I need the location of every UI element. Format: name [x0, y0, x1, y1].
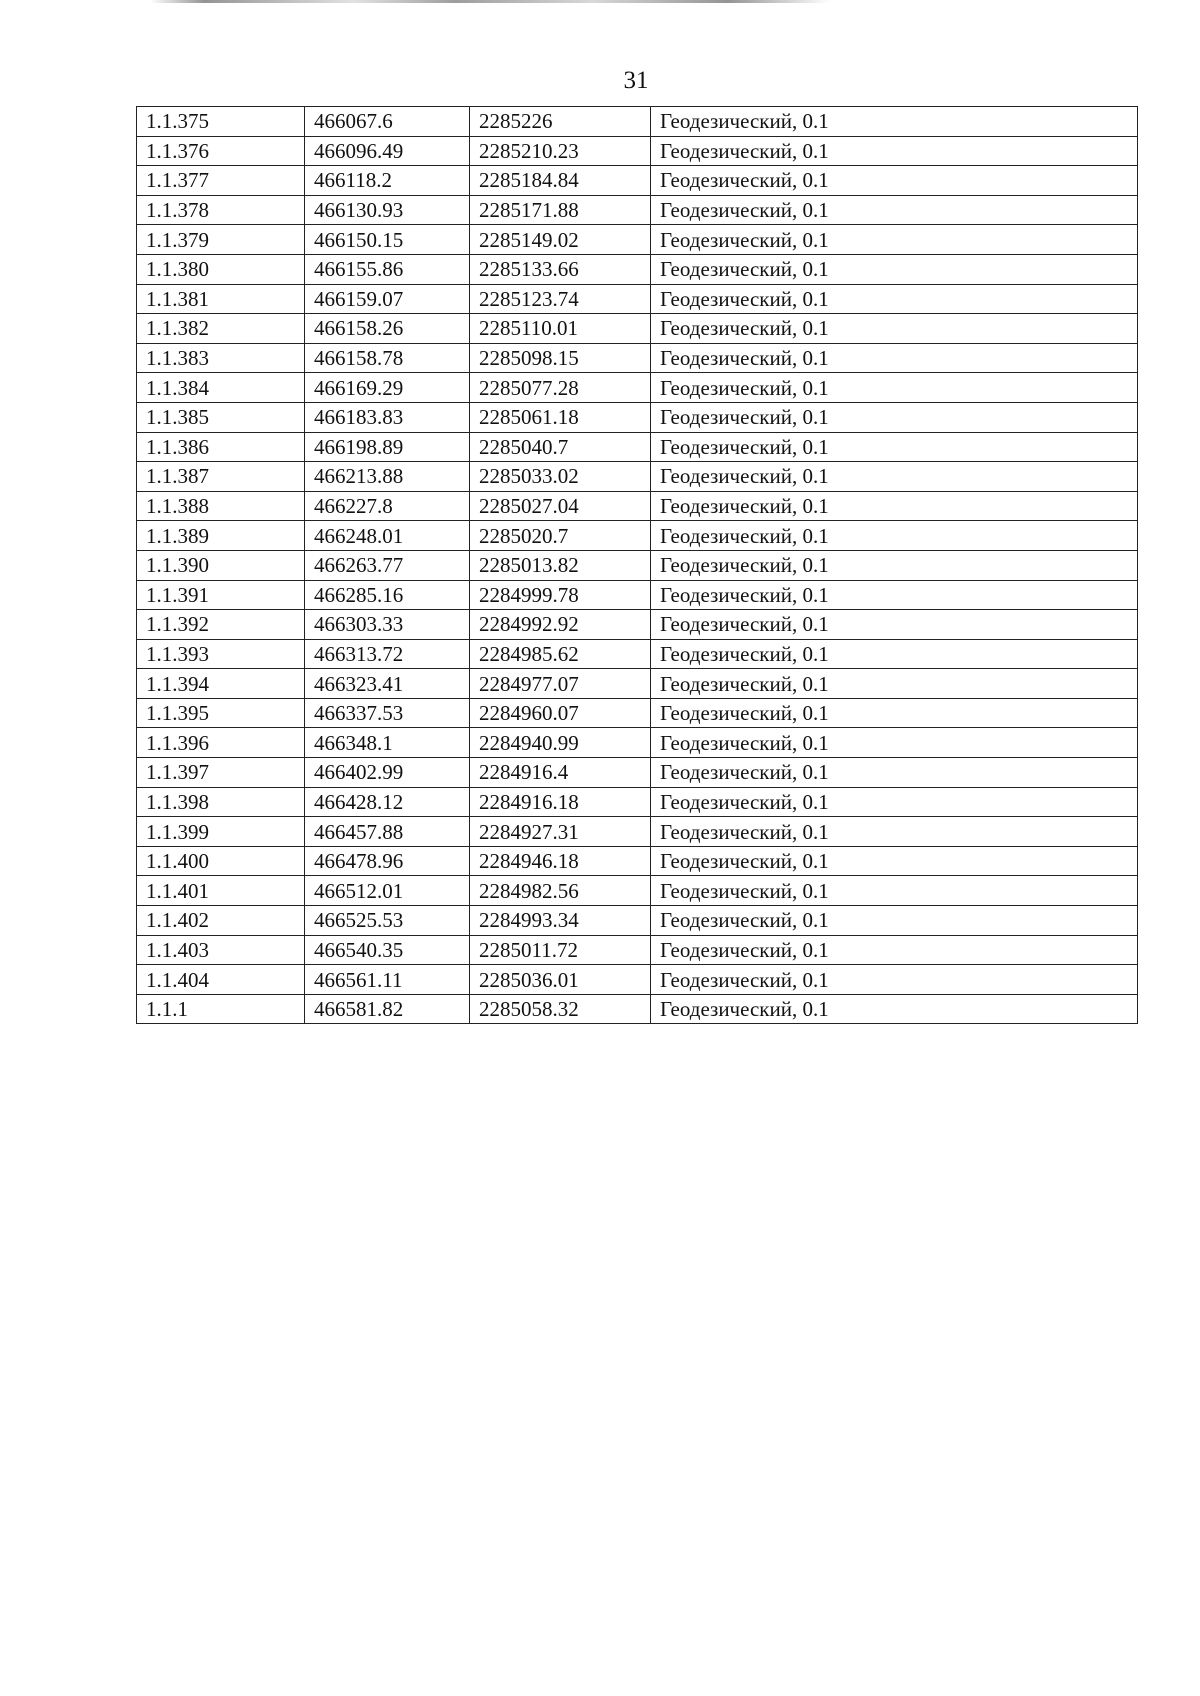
point-number-cell: 1.1.387 — [137, 462, 305, 492]
point-number-cell: 1.1.398 — [137, 787, 305, 817]
y-coordinate-cell: 2285077.28 — [470, 373, 651, 403]
point-number-cell: 1.1.391 — [137, 580, 305, 610]
point-number-cell: 1.1.388 — [137, 491, 305, 521]
point-number-cell: 1.1.379 — [137, 225, 305, 255]
coordinates-table-body — [137, 107, 1138, 1024]
x-coordinate-cell: 466158.26 — [305, 314, 470, 344]
method-accuracy-cell: Геодезический, 0.1 — [651, 136, 1138, 166]
method-accuracy-cell: Геодезический, 0.1 — [651, 906, 1138, 936]
method-accuracy-cell: Геодезический, 0.1 — [651, 550, 1138, 580]
page-number: 31 — [623, 67, 649, 94]
point-number-cell: 1.1.392 — [137, 610, 305, 640]
table-row — [137, 462, 1138, 492]
x-coordinate-cell: 466263.77 — [305, 550, 470, 580]
x-coordinate-cell: 466130.93 — [305, 195, 470, 225]
y-coordinate-cell: 2285184.84 — [470, 166, 651, 196]
x-coordinate-cell: 466213.88 — [305, 462, 470, 492]
point-number-cell: 1.1.376 — [137, 136, 305, 166]
x-coordinate-cell: 466402.99 — [305, 758, 470, 788]
method-accuracy-cell: Геодезический, 0.1 — [651, 846, 1138, 876]
table-row — [137, 343, 1138, 373]
y-coordinate-cell: 2284999.78 — [470, 580, 651, 610]
point-number-cell: 1.1.375 — [137, 107, 305, 137]
y-coordinate-cell: 2285013.82 — [470, 550, 651, 580]
table-row — [137, 491, 1138, 521]
method-accuracy-cell: Геодезический, 0.1 — [651, 373, 1138, 403]
point-number-cell: 1.1.400 — [137, 846, 305, 876]
table-row — [137, 225, 1138, 255]
table-row — [137, 284, 1138, 314]
x-coordinate-cell: 466067.6 — [305, 107, 470, 137]
table-row — [137, 639, 1138, 669]
x-coordinate-cell: 466118.2 — [305, 166, 470, 196]
y-coordinate-cell: 2284940.99 — [470, 728, 651, 758]
method-accuracy-cell: Геодезический, 0.1 — [651, 462, 1138, 492]
table-row — [137, 610, 1138, 640]
point-number-cell: 1.1.393 — [137, 639, 305, 669]
method-accuracy-cell: Геодезический, 0.1 — [651, 491, 1138, 521]
x-coordinate-cell: 466313.72 — [305, 639, 470, 669]
point-number-cell: 1.1.395 — [137, 698, 305, 728]
y-coordinate-cell: 2285226 — [470, 107, 651, 137]
point-number-cell: 1.1.383 — [137, 343, 305, 373]
table-row — [137, 906, 1138, 936]
point-number-cell: 1.1.397 — [137, 758, 305, 788]
x-coordinate-cell: 466285.16 — [305, 580, 470, 610]
y-coordinate-cell: 2284916.4 — [470, 758, 651, 788]
method-accuracy-cell: Геодезический, 0.1 — [651, 817, 1138, 847]
method-accuracy-cell: Геодезический, 0.1 — [651, 107, 1138, 137]
method-accuracy-cell: Геодезический, 0.1 — [651, 432, 1138, 462]
method-accuracy-cell: Геодезический, 0.1 — [651, 728, 1138, 758]
x-coordinate-cell: 466561.11 — [305, 965, 470, 995]
point-number-cell: 1.1.384 — [137, 373, 305, 403]
x-coordinate-cell: 466525.53 — [305, 906, 470, 936]
point-number-cell: 1.1.401 — [137, 876, 305, 906]
point-number-cell: 1.1.380 — [137, 254, 305, 284]
y-coordinate-cell: 2285098.15 — [470, 343, 651, 373]
point-number-cell: 1.1.385 — [137, 402, 305, 432]
table-row — [137, 994, 1138, 1024]
y-coordinate-cell: 2284982.56 — [470, 876, 651, 906]
x-coordinate-cell: 466169.29 — [305, 373, 470, 403]
x-coordinate-cell: 466096.49 — [305, 136, 470, 166]
point-number-cell: 1.1.394 — [137, 669, 305, 699]
table-row — [137, 521, 1138, 551]
y-coordinate-cell: 2285040.7 — [470, 432, 651, 462]
table-row — [137, 787, 1138, 817]
method-accuracy-cell: Геодезический, 0.1 — [651, 166, 1138, 196]
point-number-cell: 1.1.404 — [137, 965, 305, 995]
y-coordinate-cell: 2285020.7 — [470, 521, 651, 551]
y-coordinate-cell: 2284993.34 — [470, 906, 651, 936]
method-accuracy-cell: Геодезический, 0.1 — [651, 787, 1138, 817]
method-accuracy-cell: Геодезический, 0.1 — [651, 758, 1138, 788]
y-coordinate-cell: 2285027.04 — [470, 491, 651, 521]
x-coordinate-cell: 466158.78 — [305, 343, 470, 373]
point-number-cell: 1.1.381 — [137, 284, 305, 314]
point-number-cell: 1.1.402 — [137, 906, 305, 936]
y-coordinate-cell: 2284916.18 — [470, 787, 651, 817]
y-coordinate-cell: 2285033.02 — [470, 462, 651, 492]
point-number-cell: 1.1.403 — [137, 935, 305, 965]
x-coordinate-cell: 466150.15 — [305, 225, 470, 255]
method-accuracy-cell: Геодезический, 0.1 — [651, 935, 1138, 965]
x-coordinate-cell: 466428.12 — [305, 787, 470, 817]
method-accuracy-cell: Геодезический, 0.1 — [651, 314, 1138, 344]
method-accuracy-cell: Геодезический, 0.1 — [651, 698, 1138, 728]
table-row — [137, 432, 1138, 462]
x-coordinate-cell: 466198.89 — [305, 432, 470, 462]
table-row — [137, 580, 1138, 610]
coordinates-table — [136, 106, 1138, 1024]
point-number-cell: 1.1.399 — [137, 817, 305, 847]
table-row — [137, 402, 1138, 432]
table-row — [137, 373, 1138, 403]
method-accuracy-cell: Геодезический, 0.1 — [651, 521, 1138, 551]
table-row — [137, 758, 1138, 788]
y-coordinate-cell: 2284977.07 — [470, 669, 651, 699]
point-number-cell: 1.1.390 — [137, 550, 305, 580]
point-number-cell: 1.1.377 — [137, 166, 305, 196]
x-coordinate-cell: 466303.33 — [305, 610, 470, 640]
x-coordinate-cell: 466457.88 — [305, 817, 470, 847]
method-accuracy-cell: Геодезический, 0.1 — [651, 343, 1138, 373]
y-coordinate-cell: 2284946.18 — [470, 846, 651, 876]
table-row — [137, 698, 1138, 728]
x-coordinate-cell: 466478.96 — [305, 846, 470, 876]
table-row — [137, 107, 1138, 137]
y-coordinate-cell: 2285210.23 — [470, 136, 651, 166]
y-coordinate-cell: 2285149.02 — [470, 225, 651, 255]
scan-edge-artifact — [150, 0, 830, 3]
point-number-cell: 1.1.378 — [137, 195, 305, 225]
table-row — [137, 846, 1138, 876]
y-coordinate-cell: 2285061.18 — [470, 402, 651, 432]
table-row — [137, 669, 1138, 699]
y-coordinate-cell: 2285036.01 — [470, 965, 651, 995]
y-coordinate-cell: 2284985.62 — [470, 639, 651, 669]
point-number-cell: 1.1.396 — [137, 728, 305, 758]
table-row — [137, 965, 1138, 995]
y-coordinate-cell: 2285133.66 — [470, 254, 651, 284]
method-accuracy-cell: Геодезический, 0.1 — [651, 225, 1138, 255]
y-coordinate-cell: 2285171.88 — [470, 195, 651, 225]
point-number-cell: 1.1.389 — [137, 521, 305, 551]
table-row — [137, 195, 1138, 225]
y-coordinate-cell: 2284992.92 — [470, 610, 651, 640]
point-number-cell: 1.1.382 — [137, 314, 305, 344]
table-row — [137, 166, 1138, 196]
method-accuracy-cell: Геодезический, 0.1 — [651, 195, 1138, 225]
x-coordinate-cell: 466155.86 — [305, 254, 470, 284]
table-row — [137, 876, 1138, 906]
table-row — [137, 314, 1138, 344]
table-row — [137, 728, 1138, 758]
method-accuracy-cell: Геодезический, 0.1 — [651, 254, 1138, 284]
table-row — [137, 254, 1138, 284]
method-accuracy-cell: Геодезический, 0.1 — [651, 876, 1138, 906]
y-coordinate-cell: 2285110.01 — [470, 314, 651, 344]
x-coordinate-cell: 466227.8 — [305, 491, 470, 521]
x-coordinate-cell: 466323.41 — [305, 669, 470, 699]
y-coordinate-cell: 2285011.72 — [470, 935, 651, 965]
x-coordinate-cell: 466159.07 — [305, 284, 470, 314]
table-row — [137, 817, 1138, 847]
method-accuracy-cell: Геодезический, 0.1 — [651, 610, 1138, 640]
method-accuracy-cell: Геодезический, 0.1 — [651, 284, 1138, 314]
method-accuracy-cell: Геодезический, 0.1 — [651, 402, 1138, 432]
y-coordinate-cell: 2284960.07 — [470, 698, 651, 728]
x-coordinate-cell: 466183.83 — [305, 402, 470, 432]
x-coordinate-cell: 466248.01 — [305, 521, 470, 551]
x-coordinate-cell: 466512.01 — [305, 876, 470, 906]
x-coordinate-cell: 466540.35 — [305, 935, 470, 965]
x-coordinate-cell: 466581.82 — [305, 994, 470, 1024]
y-coordinate-cell: 2284927.31 — [470, 817, 651, 847]
x-coordinate-cell: 466337.53 — [305, 698, 470, 728]
method-accuracy-cell: Геодезический, 0.1 — [651, 639, 1138, 669]
method-accuracy-cell: Геодезический, 0.1 — [651, 994, 1138, 1024]
y-coordinate-cell: 2285058.32 — [470, 994, 651, 1024]
method-accuracy-cell: Геодезический, 0.1 — [651, 965, 1138, 995]
x-coordinate-cell: 466348.1 — [305, 728, 470, 758]
point-number-cell: 1.1.1 — [137, 994, 305, 1024]
table-row — [137, 136, 1138, 166]
point-number-cell: 1.1.386 — [137, 432, 305, 462]
table-row — [137, 935, 1138, 965]
method-accuracy-cell: Геодезический, 0.1 — [651, 669, 1138, 699]
y-coordinate-cell: 2285123.74 — [470, 284, 651, 314]
method-accuracy-cell: Геодезический, 0.1 — [651, 580, 1138, 610]
table-row — [137, 550, 1138, 580]
